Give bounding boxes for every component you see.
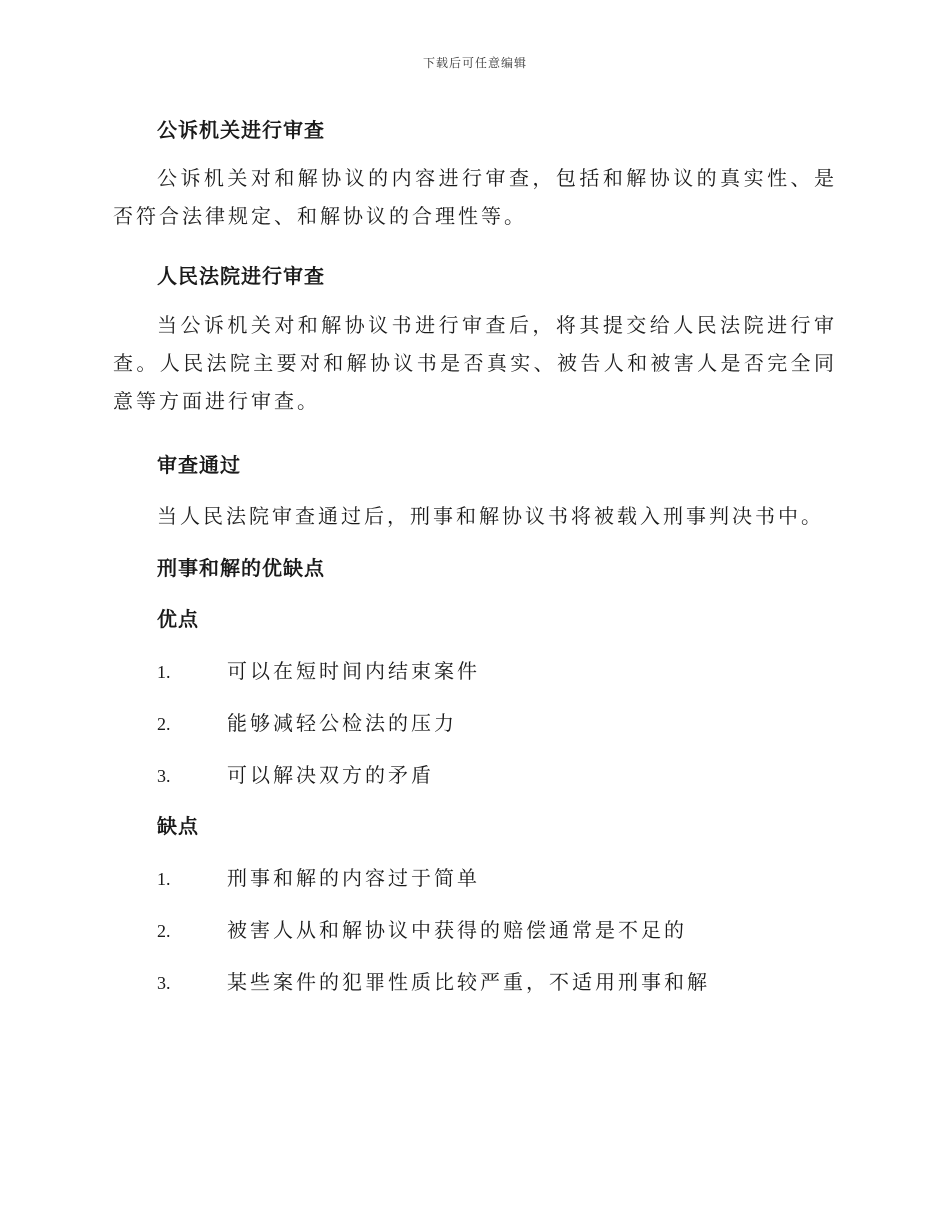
list-item <box>157 914 837 943</box>
section-heading-review-passed: 审查通过 <box>157 453 241 477</box>
list-item-number: 1. <box>157 662 171 682</box>
list-item <box>157 655 837 684</box>
list-item-text: 可以解决双方的矛盾 <box>227 763 434 787</box>
list-item-number: 1. <box>157 869 171 889</box>
list-item-number: 2. <box>157 714 171 734</box>
list-item-text: 被害人从和解协议中获得的赔偿通常是不足的 <box>227 918 687 942</box>
list-item-text: 某些案件的犯罪性质比较严重，不适用刑事和解 <box>227 970 710 994</box>
section-heading-court-review: 人民法院进行审查 <box>157 264 325 288</box>
list-item <box>157 707 837 736</box>
section-paragraph-review-passed: 当人民法院审查通过后，刑事和解协议书将被载入刑事判决书中。 <box>157 504 824 528</box>
section-heading-prosecution-review: 公诉机关进行审查 <box>157 118 325 142</box>
list-item <box>157 966 837 995</box>
section-heading-pros-and-cons: 刑事和解的优缺点 <box>157 556 325 580</box>
section-paragraph-court-review: 当公诉机关对和解协议书进行审查后，将其提交给人民法院进行审查。人民法院主要对和解协议书是否真实、被告人和被害人是否完全同意等方面进行审查。 <box>113 313 837 413</box>
cons-heading: 缺点 <box>157 814 199 838</box>
page-header: 下载后可任意编辑 <box>422 56 527 70</box>
list-item-number: 2. <box>157 921 171 941</box>
list-item <box>157 759 837 788</box>
list-item-number: 3. <box>157 973 171 993</box>
list-item-number: 3. <box>157 766 171 786</box>
list-item-text: 刑事和解的内容过于简单 <box>227 866 480 890</box>
list-item-text: 能够减轻公检法的压力 <box>227 711 457 735</box>
list-item <box>157 862 837 891</box>
list-item-text: 可以在短时间内结束案件 <box>227 659 480 683</box>
pros-heading: 优点 <box>157 607 199 631</box>
section-paragraph-prosecution-review: 公诉机关对和解协议的内容进行审查，包括和解协议的真实性、是否符合法律规定、和解协议的合理性等。 <box>113 166 837 228</box>
